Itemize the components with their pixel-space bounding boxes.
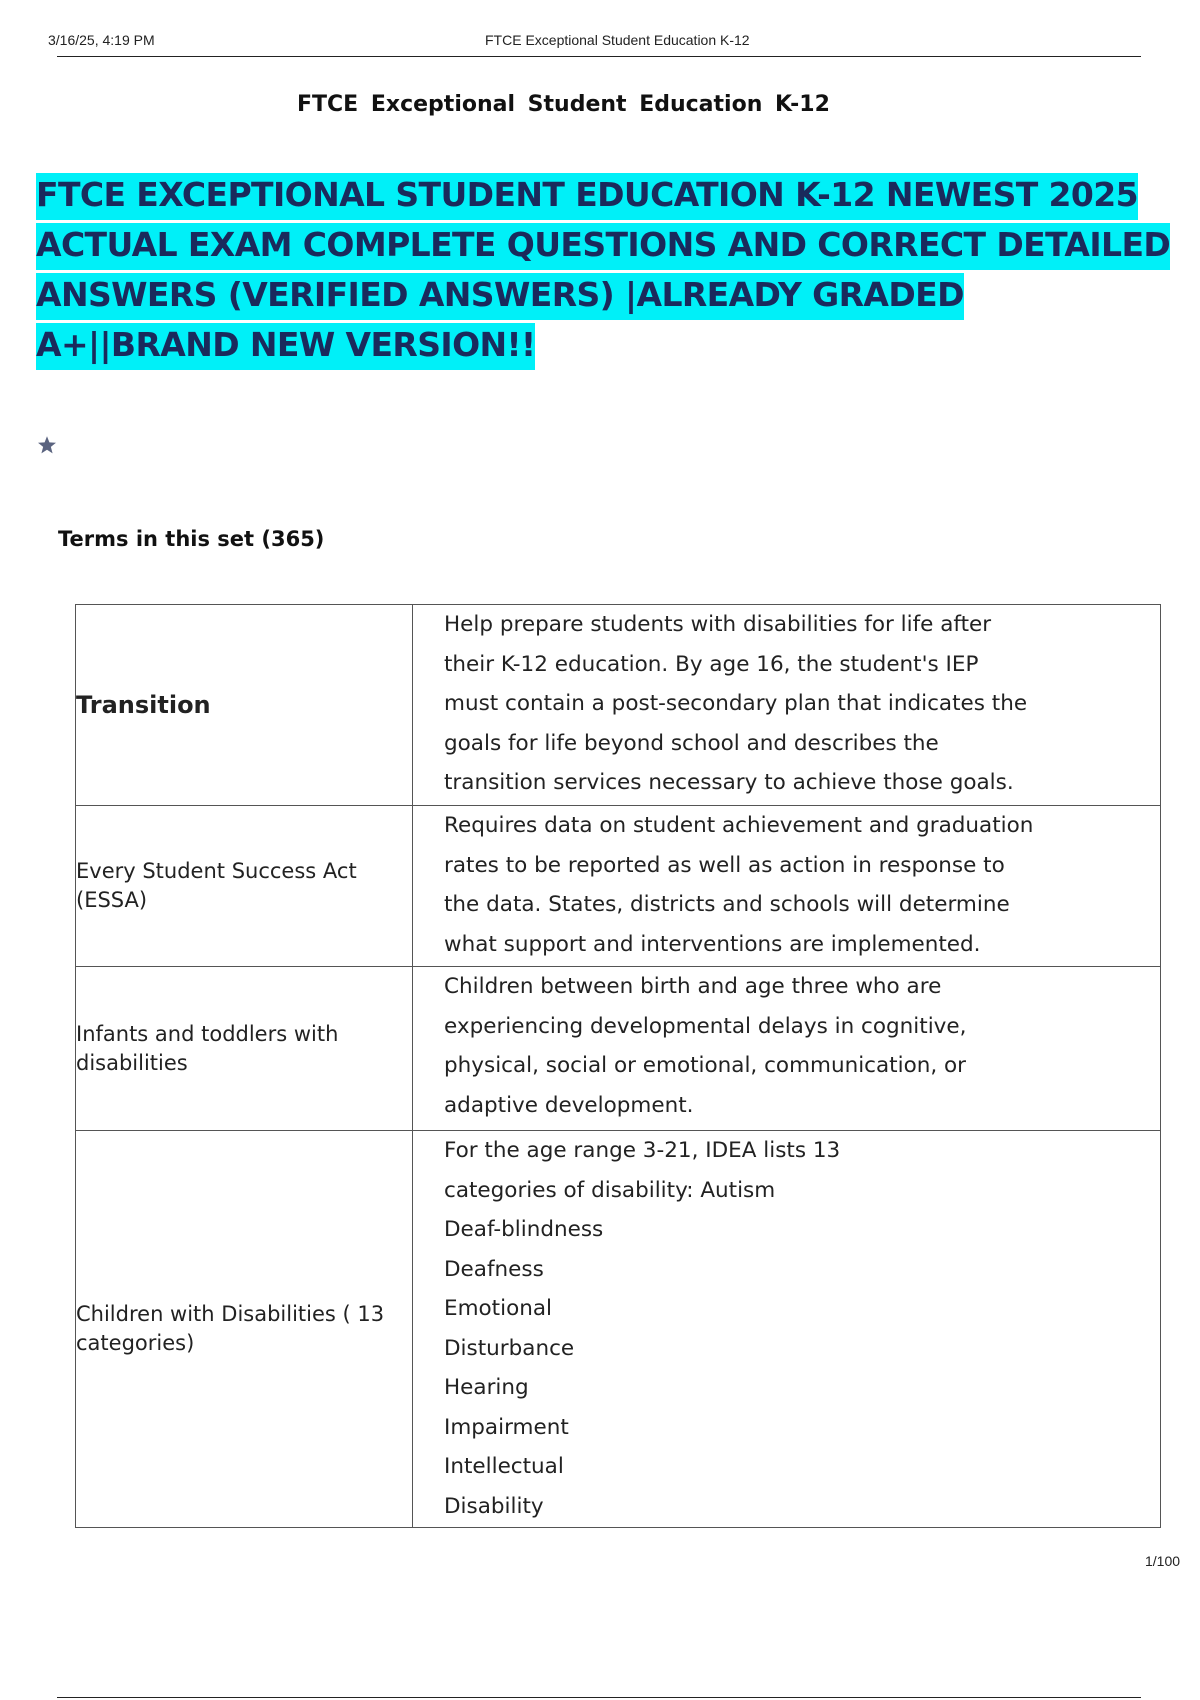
definition-line: what support and interventions are implemented. [444, 931, 981, 957]
definition-line: Intellectual [444, 1454, 564, 1479]
term-cell: Transition [76, 605, 413, 806]
definition-line: the data. States, districts and schools will determine [444, 892, 1010, 917]
definition-line: their K-12 education. By age 16, the student's IEP [444, 651, 979, 677]
terms-count: Terms in this set (365) [58, 527, 325, 551]
term-cell: Every Student Success Act (ESSA) [76, 806, 413, 967]
term-cell: Children with Disabilities ( 13 categories) [76, 1131, 413, 1528]
header-divider [57, 56, 1141, 57]
footer-divider [57, 1697, 1141, 1698]
definition-line: transition services necessary to achieve those goals. [444, 770, 1014, 795]
table-row [76, 967, 1161, 1131]
definition-line: Help prepare students with disabilities for life after [444, 612, 992, 637]
term-cell: Infants and toddlers with disabilities [76, 967, 413, 1131]
print-timestamp: 3/16/25, 4:19 PM [48, 32, 155, 48]
definition-line: Deaf-blindness [444, 1217, 604, 1242]
definition-cell [413, 605, 1161, 806]
star-icon[interactable] [36, 434, 58, 456]
definition-line: For the age range 3-21, IDEA lists 13 [444, 1138, 841, 1163]
table-row [76, 605, 1161, 806]
definition-line: Requires data on student achievement and graduation [444, 813, 1034, 838]
definition-line: Impairment [444, 1414, 569, 1440]
definition-line: Hearing [444, 1375, 529, 1400]
page-title: FTCE Exceptional Student Education K-12 [297, 92, 830, 117]
definition-cell [413, 1131, 1161, 1528]
table-row [76, 1131, 1161, 1528]
definition-line: must contain a post-secondary plan that indicates the [444, 691, 1028, 716]
definition-line: categories of disability: Autism [444, 1177, 776, 1203]
page-number: 1/100 [1145, 1553, 1181, 1569]
definition-line: Disability [444, 1493, 544, 1519]
definition-line: experiencing developmental delays in cognitive, [444, 1013, 967, 1039]
terms-table [75, 604, 1161, 1528]
main-heading [36, 170, 1176, 370]
definition-line: Children between birth and age three who are [444, 974, 942, 999]
definition-cell [413, 967, 1161, 1131]
definition-line: goals for life beyond school and describes the [444, 730, 939, 756]
definition-line: physical, social or emotional, communication, or [444, 1053, 967, 1078]
definition-line: Disturbance [444, 1335, 575, 1361]
definition-line: Emotional [444, 1296, 553, 1321]
print-doc-title: FTCE Exceptional Student Education K-12 [485, 32, 750, 48]
table-row [76, 806, 1161, 967]
definition-line: rates to be reported as well as action in response to [444, 852, 1005, 878]
main-heading-text: FTCE EXCEPTIONAL STUDENT EDUCATION K-12 NEWEST 2025 ACTUAL EXAM COMPLETE QUESTIONS AND CORRECT DETAILED ANSWERS (VERIFIED ANSWERS) |ALREADY GRADED A+||BRAND NEW VERSION!! [36, 173, 1170, 370]
print-header [48, 28, 1140, 56]
definition-line: adaptive development. [444, 1092, 694, 1118]
definition-line: Deafness [444, 1256, 544, 1282]
definition-cell [413, 806, 1161, 967]
